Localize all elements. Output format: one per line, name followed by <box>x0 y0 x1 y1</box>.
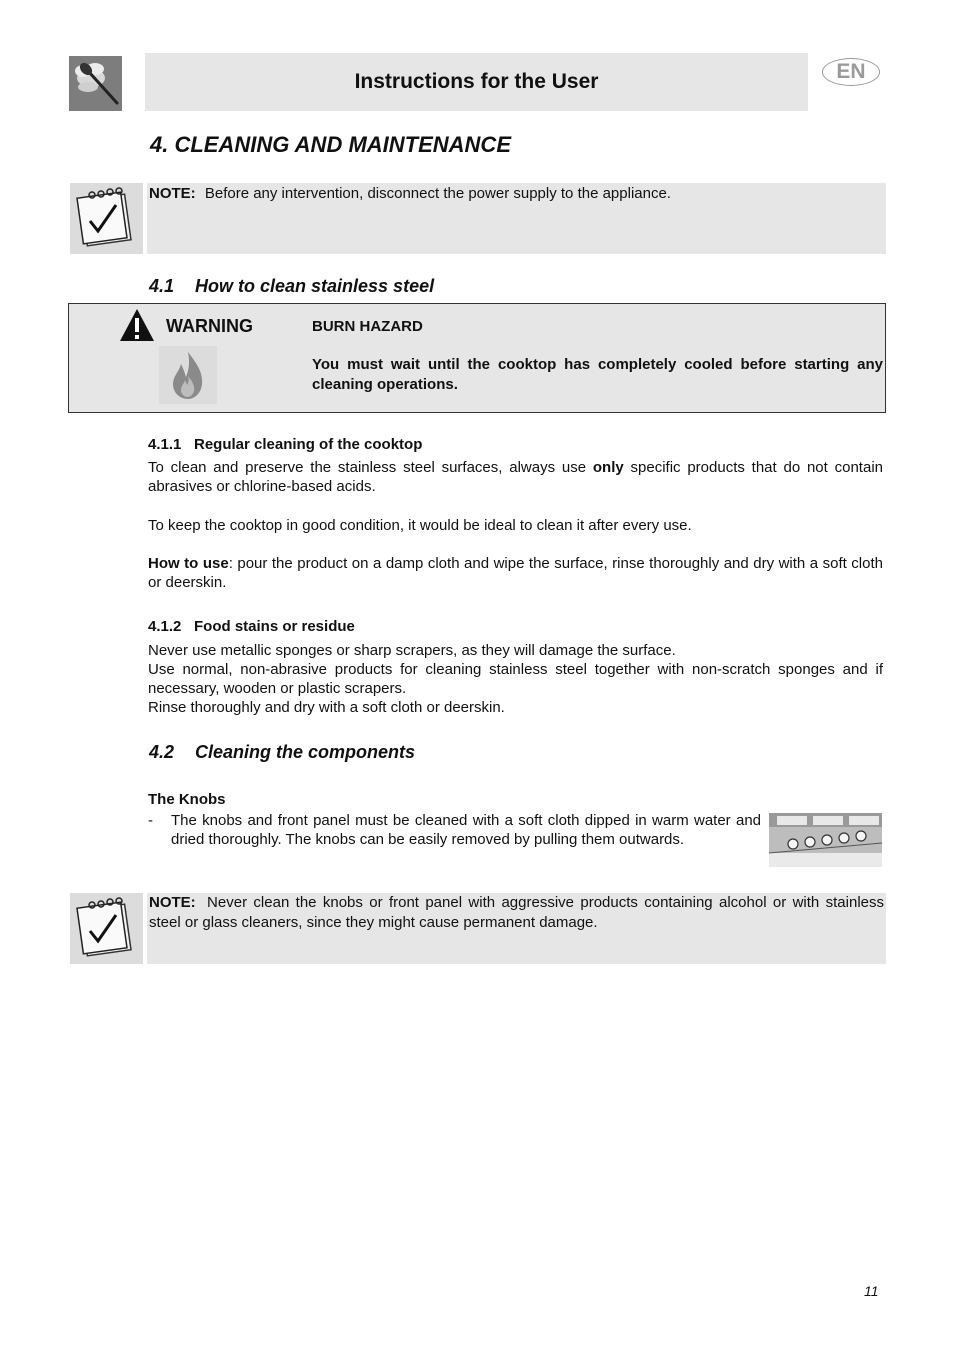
subsection-title-text: Food stains or residue <box>194 618 355 635</box>
spoon-chef-hat-icon <box>69 56 122 111</box>
note-text: Never clean the knobs or front panel with aggressive products containing alcohol or with stainless steel or glass cleaners, since they might cause permanent damage. <box>149 894 885 931</box>
note-icon-box <box>70 893 143 964</box>
text-run: To clean and preserve the stainless steel surfaces, always use <box>148 459 593 476</box>
paragraph-stains-3: Rinse thoroughly and dry with a soft cloth or deerskin. <box>148 699 505 716</box>
section-number: 4. <box>150 132 169 157</box>
subsection-4-1-1-title <box>148 436 422 453</box>
flame-icon <box>159 346 217 404</box>
text-run: : pour the product on a damp cloth and wipe the surface, rinse thoroughly and dry with a soft cloth or deerskin. <box>148 555 883 591</box>
notepad-check-icon <box>70 893 143 964</box>
subsection-title-text: Cleaning the components <box>195 742 416 762</box>
subsection-4-2-title <box>149 742 415 763</box>
note-label: NOTE: <box>149 894 196 911</box>
paragraph-frequency: To keep the cooktop in good condition, it would be ideal to clean it after every use. <box>148 517 692 534</box>
text-run: specific products that do not contain abrasives or chlorine-based acids. <box>148 459 883 495</box>
brand-logo <box>69 56 122 111</box>
notepad-check-icon <box>70 183 143 254</box>
text-run-bold: How to use <box>148 555 229 572</box>
section-title <box>150 132 511 158</box>
note-box-1 <box>147 183 886 254</box>
note-text: Before any intervention, disconnect the power supply to the appliance. <box>204 185 671 202</box>
subsection-4-1-title <box>149 276 434 297</box>
paragraph-stains-1: Never use metallic sponges or sharp scrapers, as they will damage the surface. <box>148 642 676 659</box>
note-box-2 <box>147 893 886 964</box>
subsection-number: 4.1.1 <box>148 436 182 453</box>
note-label: NOTE: <box>149 185 196 202</box>
header-title: Instructions for the User <box>354 70 599 93</box>
paragraph-how-to-use <box>148 554 883 592</box>
control-panel-knobs-image <box>769 813 882 867</box>
paragraph-stains-2: Use normal, non-abrasive products for cleaning stainless steel together with non-scratch sponges and if necessary, wooden or plastic scrapers. <box>148 661 883 697</box>
subsection-number: 4.2 <box>149 742 175 762</box>
page-number: 11 <box>864 1283 879 1299</box>
warning-heading: BURN HAZARD <box>312 318 423 335</box>
subsection-number: 4.1 <box>149 276 175 296</box>
subsection-title-text: How to clean stainless steel <box>195 276 435 296</box>
knobs-text: The knobs and front panel must be cleaned with a soft cloth dipped in warm water and dried thoroughly. The knobs can be easily removed by pulling them outwards. <box>171 812 761 848</box>
header-title-bar <box>145 53 808 111</box>
knobs-heading: The Knobs <box>148 791 226 808</box>
paragraph-products <box>148 458 883 496</box>
section-title-text: CLEANING AND MAINTENANCE <box>174 132 511 157</box>
subsection-number: 4.1.2 <box>148 618 182 635</box>
warning-label: WARNING <box>166 316 253 336</box>
text-run-bold: only <box>592 459 624 476</box>
warning-text: You must wait until the cooktop has completely cooled before starting any cleaning operations. <box>312 356 883 393</box>
subsection-4-1-2-title <box>148 618 355 635</box>
language-badge: EN <box>822 58 880 86</box>
note-icon-box <box>70 183 143 254</box>
subsection-title-text: Regular cleaning of the cooktop <box>194 436 423 453</box>
warning-triangle-icon <box>119 308 155 342</box>
list-bullet: - <box>148 812 153 829</box>
